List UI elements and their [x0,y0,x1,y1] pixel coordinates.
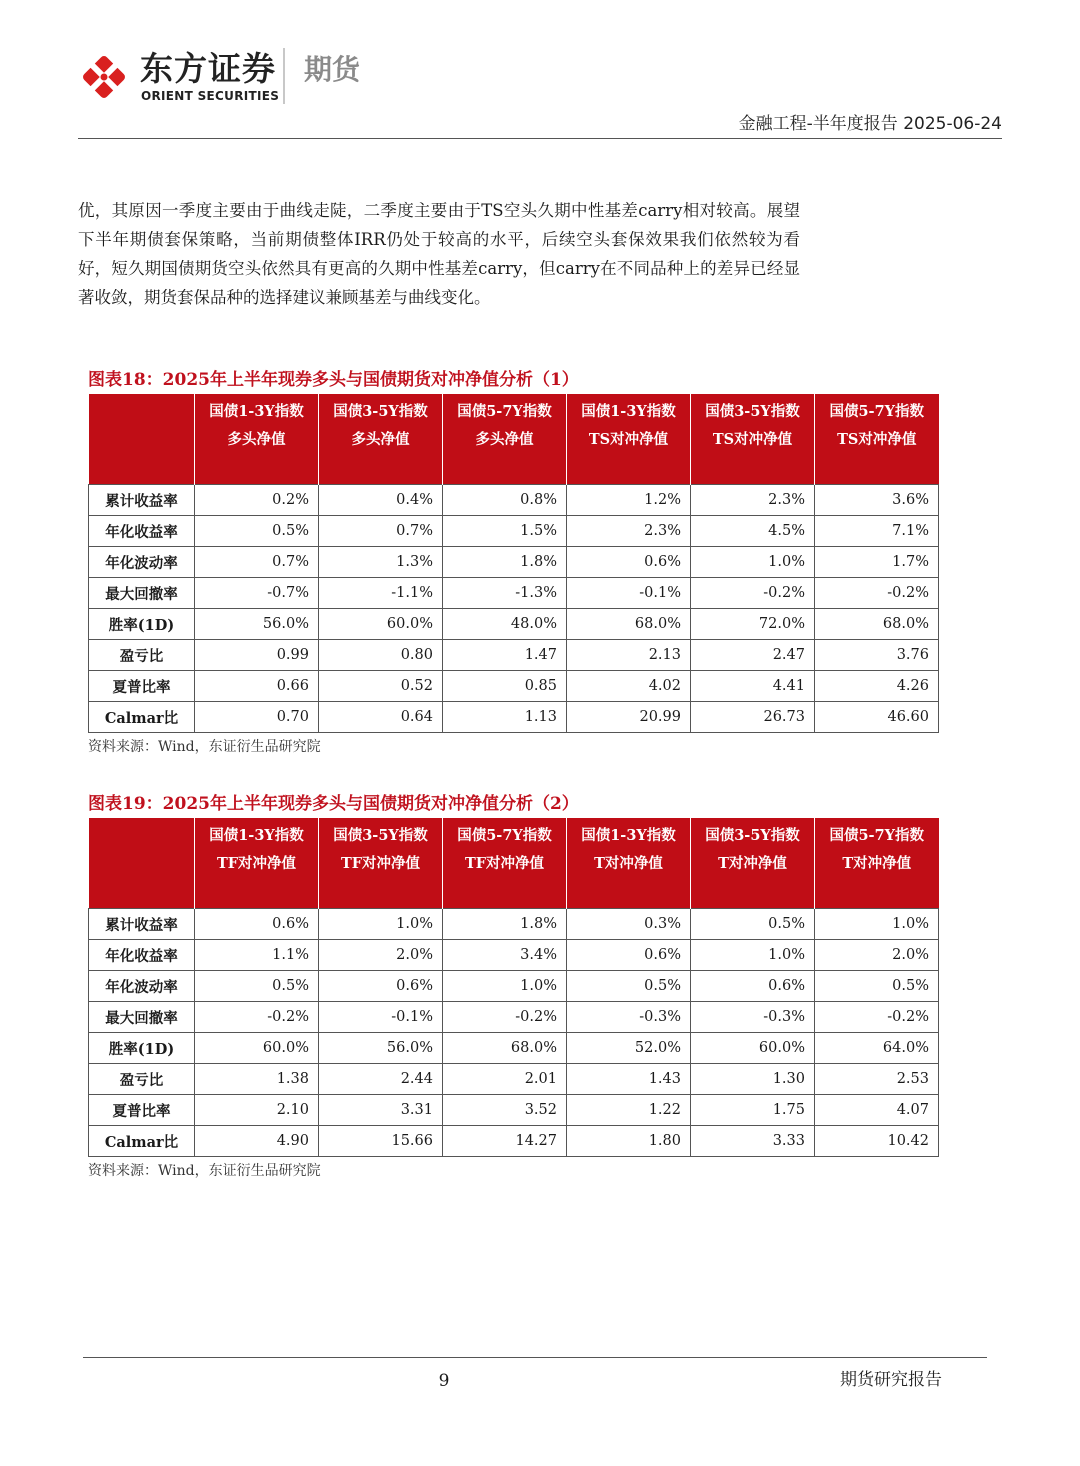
table-row [89,702,939,733]
table-row [89,1002,939,1033]
brand-divider [283,48,285,104]
table-cell: 0.7% [319,516,443,547]
table-row [89,671,939,702]
body-paragraph: 优，其原因一季度主要由于曲线走陡，二季度主要由于TS空头久期中性基差carry相对较高。展望下半年期债套保策略，当前期债整体IRR仍处于较高的水平，后续空头套保效果我们依然较为看好，短久期国债期货空头依然具有更高的久期中性基差carry，但carry在不同品种上的差异已经显著收敛，期货套保品种的选择建议兼顾基差与曲线变化。 [78,201,800,307]
row-label: Calmar比 [89,1126,195,1157]
row-label: 累计收益率 [89,485,195,516]
table-cell: 72.0% [691,609,815,640]
table-cell: 14.27 [443,1126,567,1157]
table-row [89,940,939,971]
table-cell: 3.33 [691,1126,815,1157]
table-cell: 4.90 [195,1126,319,1157]
brand-name-cn: 东方证券 [140,49,276,88]
table-cell: 0.3% [567,909,691,940]
table-cell: 1.75 [691,1095,815,1126]
table-cell: 0.6% [195,909,319,940]
column-header: 国债1-3Y指数 T对冲净值 [567,818,691,909]
table-cell: 1.0% [691,547,815,578]
table-cell: 0.52 [319,671,443,702]
table-cell: 0.8% [443,485,567,516]
table-cell: 20.99 [567,702,691,733]
row-label: 最大回撤率 [89,578,195,609]
table-row [89,516,939,547]
row-label: 年化收益率 [89,940,195,971]
row-label: 年化收益率 [89,516,195,547]
table-cell: 2.44 [319,1064,443,1095]
footer-label: 期货研究报告 [840,1370,942,1390]
table-cell: 0.5% [815,971,939,1002]
row-label: 胜率(1D) [89,609,195,640]
table-cell: 56.0% [195,609,319,640]
row-label: 年化波动率 [89,971,195,1002]
table-cell: 0.5% [195,516,319,547]
table-cell: 46.60 [815,702,939,733]
column-header: 国债3-5Y指数 TS对冲净值 [691,394,815,485]
table-cell: 68.0% [443,1033,567,1064]
table-cell: 1.13 [443,702,567,733]
table-cell: 0.5% [567,971,691,1002]
table-cell: 1.38 [195,1064,319,1095]
table-cell: -0.2% [815,1002,939,1033]
table-cell: 3.52 [443,1095,567,1126]
column-header: 国债5-7Y指数 TF对冲净值 [443,818,567,909]
table-cell: 1.47 [443,640,567,671]
table-cell: -0.3% [567,1002,691,1033]
table-cell: 0.85 [443,671,567,702]
table-cell: 1.5% [443,516,567,547]
table-cell: 0.66 [195,671,319,702]
orient-securities-logo-icon [78,48,130,106]
table-cell: -0.2% [195,1002,319,1033]
figure-19-table [88,818,939,1157]
table-cell: 64.0% [815,1033,939,1064]
column-header: 国债5-7Y指数 TS对冲净值 [815,394,939,485]
table-row [89,640,939,671]
column-header: 国债5-7Y指数 T对冲净值 [815,818,939,909]
column-header: 国债3-5Y指数 TF对冲净值 [319,818,443,909]
table-row [89,1095,939,1126]
table-cell: -0.1% [319,1002,443,1033]
table-cell: 60.0% [195,1033,319,1064]
table-cell: 15.66 [319,1126,443,1157]
table-cell: 1.0% [815,909,939,940]
figure-19-title: 图表19：2025年上半年现券多头与国债期货对冲净值分析（2） [88,794,579,814]
table-cell: 0.6% [319,971,443,1002]
table-cell: -0.3% [691,1002,815,1033]
table-row [89,909,939,940]
table-cell: 4.26 [815,671,939,702]
table-cell: 48.0% [443,609,567,640]
table-cell: 4.5% [691,516,815,547]
column-header: 国债1-3Y指数 TS对冲净值 [567,394,691,485]
table-cell: 1.0% [443,971,567,1002]
table-cell: 2.0% [815,940,939,971]
table-cell: 1.43 [567,1064,691,1095]
table-cell: 0.2% [195,485,319,516]
table-cell: 2.13 [567,640,691,671]
table-cell: 1.22 [567,1095,691,1126]
page-number: 9 [438,1371,450,1391]
row-label: 夏普比率 [89,1095,195,1126]
table-cell: 3.76 [815,640,939,671]
row-label: 累计收益率 [89,909,195,940]
table-cell: 1.0% [691,940,815,971]
row-label: 盈亏比 [89,640,195,671]
figure-18-title: 图表18：2025年上半年现券多头与国债期货对冲净值分析（1） [88,370,579,390]
table-row [89,578,939,609]
table-cell: 2.53 [815,1064,939,1095]
table-cell: -1.1% [319,578,443,609]
table-row [89,547,939,578]
column-header: 国债3-5Y指数 T对冲净值 [691,818,815,909]
table-cell: 1.1% [195,940,319,971]
row-label: 胜率(1D) [89,1033,195,1064]
table-cell: 2.3% [567,516,691,547]
column-header: 国债1-3Y指数 多头净值 [195,394,319,485]
table-row [89,1033,939,1064]
table-cell: 0.6% [567,940,691,971]
table-cell: -0.2% [815,578,939,609]
table-cell: 0.6% [691,971,815,1002]
table-cell: 56.0% [319,1033,443,1064]
table-cell: 2.47 [691,640,815,671]
table-cell: 1.7% [815,547,939,578]
report-type: 金融工程-半年度报告 [738,114,898,134]
table-cell: -0.1% [567,578,691,609]
column-header: 国债5-7Y指数 多头净值 [443,394,567,485]
table-cell: 0.5% [691,909,815,940]
table-cell: -0.7% [195,578,319,609]
table-cell: 0.64 [319,702,443,733]
table-cell: 4.07 [815,1095,939,1126]
table-cell: 1.8% [443,909,567,940]
table-row [89,609,939,640]
table-cell: 0.80 [319,640,443,671]
report-header-info [739,113,1002,135]
table-cell: -0.2% [691,578,815,609]
row-label: 盈亏比 [89,1064,195,1095]
table-cell: 52.0% [567,1033,691,1064]
table-cell: 1.8% [443,547,567,578]
table-cell: 7.1% [815,516,939,547]
table-cell: 3.31 [319,1095,443,1126]
table-row [89,1126,939,1157]
table-cell: 1.2% [567,485,691,516]
table-cell: 1.30 [691,1064,815,1095]
row-label: Calmar比 [89,702,195,733]
table-cell: 1.0% [319,909,443,940]
report-date: 2025-06-24 [903,114,1002,134]
table-cell: 1.3% [319,547,443,578]
table-cell: 0.7% [195,547,319,578]
table-cell: 0.5% [195,971,319,1002]
row-label: 年化波动率 [89,547,195,578]
table-cell: 2.10 [195,1095,319,1126]
table-header-row [89,818,939,909]
table-cell: 3.6% [815,485,939,516]
table-cell: 1.80 [567,1126,691,1157]
table-cell: 4.41 [691,671,815,702]
table-cell: 0.99 [195,640,319,671]
table-cell: 10.42 [815,1126,939,1157]
brand-name-en: ORIENT SECURITIES [141,89,280,103]
table-cell: 26.73 [691,702,815,733]
column-header: 国债1-3Y指数 TF对冲净值 [195,818,319,909]
table-cell: 3.4% [443,940,567,971]
column-header: 国债3-5Y指数 多头净值 [319,394,443,485]
table-cell: -1.3% [443,578,567,609]
table-cell: 2.01 [443,1064,567,1095]
table-corner-cell [89,394,195,485]
table-cell: 2.0% [319,940,443,971]
table-cell: 0.4% [319,485,443,516]
row-label: 夏普比率 [89,671,195,702]
table-cell: 60.0% [691,1033,815,1064]
table-cell: -0.2% [443,1002,567,1033]
table-header-row [89,394,939,485]
table-cell: 68.0% [815,609,939,640]
table-cell: 60.0% [319,609,443,640]
figure-18-source: 资料来源：Wind，东证衍生品研究院 [88,739,321,755]
footer-rule [83,1357,987,1358]
table-row [89,485,939,516]
table-row [89,971,939,1002]
figure-19-source: 资料来源：Wind，东证衍生品研究院 [88,1163,321,1179]
row-label: 最大回撤率 [89,1002,195,1033]
table-cell: 4.02 [567,671,691,702]
table-cell: 2.3% [691,485,815,516]
brand-subtitle: 期货 [304,53,361,86]
table-cell: 68.0% [567,609,691,640]
table-corner-cell [89,818,195,909]
table-row [89,1064,939,1095]
figure-18-table [88,394,939,733]
table-cell: 0.6% [567,547,691,578]
table-cell: 0.70 [195,702,319,733]
header-rule [78,138,1002,139]
